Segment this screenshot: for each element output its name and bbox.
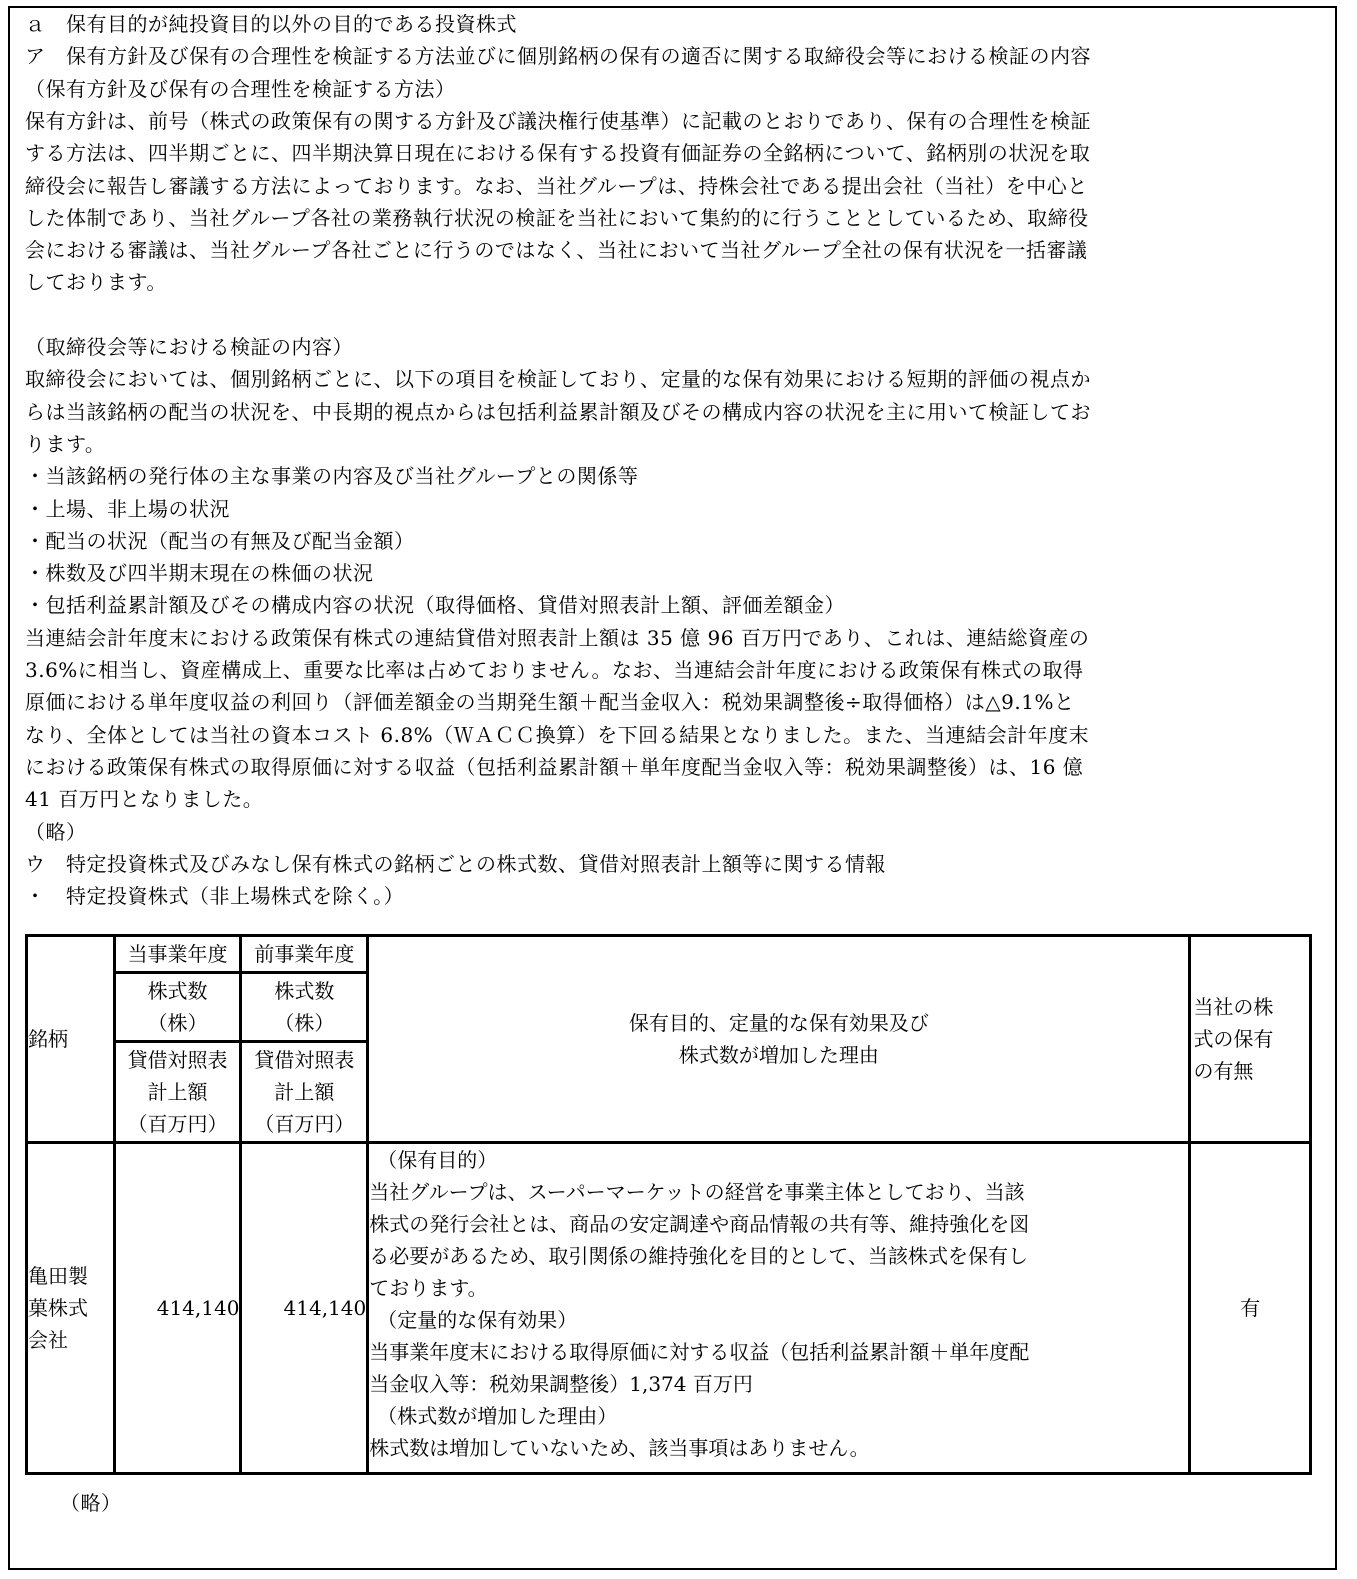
document-line: 保有方針は、前号（株式の政策保有の関する方針及び議決権行使基準）に記載のとおりであり、保有の合理性を検証 xyxy=(25,108,1091,133)
document-line: 当連結会計年度末における政策保有株式の連結貸借対照表計上額は 35 億 96 百万円であり、これは、連結総資産の xyxy=(25,625,1090,650)
header-previous-bs-amount: 貸借対照表 計上額 （百万円） xyxy=(241,1042,368,1143)
cross-holding-status: 有 xyxy=(1190,1143,1311,1474)
document-line: らは当該銘柄の配当の状況を、中長期的視点からは包括利益累計額及びその構成内容の状況を主に用いて検証してお xyxy=(25,399,1091,424)
document-line: なり、全体としては当社の資本コスト 6.8%（ＷＡＣＣ換算）を下回る結果となりました。また、当連結会計年度末 xyxy=(25,722,1090,747)
document-line: する方法は、四半期ごとに、四半期決算日現在における保有する投資有価証券の全銘柄について、銘柄別の状況を取 xyxy=(25,141,1091,166)
table-header-row-1 xyxy=(27,936,1311,973)
document-line: ・上場、非上場の状況 xyxy=(25,496,230,521)
document-line: ・包括利益累計額及びその構成内容の状況（取得価格、貸借対照表計上額、評価差額金） xyxy=(25,593,845,618)
header-name: 銘柄 xyxy=(27,936,115,1143)
holding-purpose: （保有目的） 当社グループは、スーパーマーケットの経営を事業主体としており、当該 株式の発行会社とは、商品の安定調達や商品情報の共有等、維持強化を図 る必要があるため、取引関係の維持強化を目的として、当該株式を保有し ております。 （定量的な保有効果） 当事業年度末における取得原価に対する収益（包括利益累計額＋単年度配 当金収入等：税効果調整後）1,374 百万円 （株式数が増加した理由） 株式数は増加していないため、該当事項はありません。 xyxy=(368,1143,1190,1474)
document-line: 3.6%に相当し、資産構成上、重要な比率は占めておりません。なお、当連結会計年度における政策保有株式の取得 xyxy=(25,658,1084,682)
header-cross-holding: 当社の株 式の保有 の有無 xyxy=(1190,936,1311,1143)
document-line: 取締役会においては、個別銘柄ごとに、以下の項目を検証しており、定量的な保有効果における短期的評価の視点か xyxy=(25,367,1091,392)
header-purpose: 保有目的、定量的な保有効果及び 株式数が増加した理由 xyxy=(368,936,1190,1143)
header-previous-year: 前事業年度 xyxy=(241,936,368,973)
document-line: 会における審議は、当社グループ各社ごとに行うのではなく、当社において当社グループ全社の保有状況を一括審議 xyxy=(25,238,1088,263)
document-line: ります。 xyxy=(25,431,106,456)
document-line: した体制であり、当社グループ各社の業務執行状況の検証を当社において集約的に行うこととしているため、取締役 xyxy=(25,205,1089,230)
document-line: ウ 特定投資株式及びみなし保有株式の銘柄ごとの株式数、貸借対照表計上額等に関する情報 xyxy=(25,851,886,876)
document-line: における政策保有株式の取得原価に対する収益（包括利益累計額＋単年度配当金収入等：税効果調整後）は、16 億 xyxy=(25,754,1084,779)
footer-omitted-note: （略） xyxy=(60,1491,122,1515)
table-row xyxy=(27,1143,1311,1474)
header-current-year: 当事業年度 xyxy=(114,936,241,973)
document-line: （取締役会等における検証の内容） xyxy=(25,335,353,359)
document-line: ・株数及び四半期末現在の株価の状況 xyxy=(25,561,374,586)
header-current-bs-amount: 貸借対照表 計上額 （百万円） xyxy=(114,1042,241,1143)
document-line: （保有方針及び保有の合理性を検証する方法） xyxy=(25,76,456,101)
header-current-shares: 株式数 （株） xyxy=(114,973,241,1042)
header-previous-shares: 株式数 （株） xyxy=(241,973,368,1042)
document-line: ａ 保有目的が純投資目的以外の目的である投資株式 xyxy=(25,12,517,36)
document-line: ・配当の状況（配当の有無及び配当金額） xyxy=(25,528,415,553)
document-line: 原価における単年度収益の利回り（評価差額金の当期発生額＋配当金収入：税効果調整後÷取得価格）は△9.1%と xyxy=(25,690,1075,715)
stock-name: 亀田製 菓株式 会社 xyxy=(27,1143,115,1474)
document-line: ア 保有方針及び保有の合理性を検証する方法並びに個別銘柄の保有の適否に関する取締役会等における検証の内容 xyxy=(25,44,1091,69)
document-line: ・当該銘柄の発行体の主な事業の内容及び当社グループとの関係等 xyxy=(25,464,639,489)
holdings-table xyxy=(25,934,1312,1475)
document-line: 41 百万円となりました。 xyxy=(25,787,264,812)
previous-shares: 414,140 xyxy=(241,1143,368,1474)
document-line: ・ 特定投資株式（非上場株式を除く。） xyxy=(25,884,405,909)
document-line: しております。 xyxy=(25,270,167,295)
document-line: （略） xyxy=(25,819,87,844)
current-shares: 414,140 xyxy=(114,1143,241,1474)
document-line: 締役会に報告し審議する方法によっております。なお、当社グループは、持株会社である提出会社（当社）を中心と xyxy=(25,173,1088,198)
